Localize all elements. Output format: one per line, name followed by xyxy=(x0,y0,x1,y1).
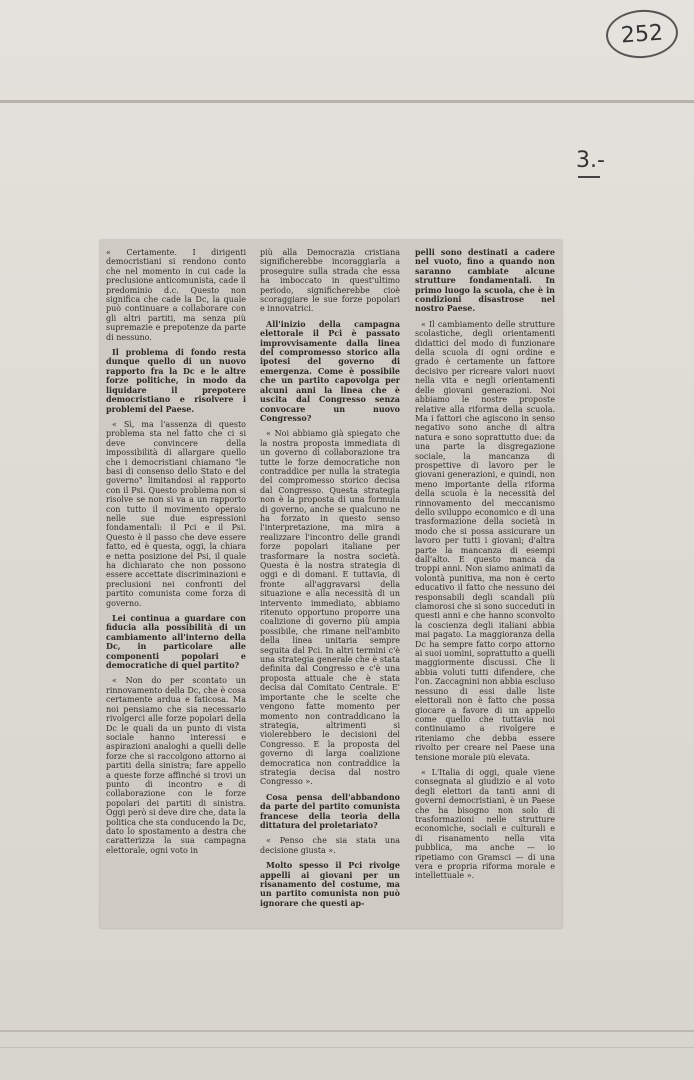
question-paragraph: Cosa pensa dell'abbandono da parte del partito comunista francese della teoria della dittatura del proletariato? xyxy=(260,791,400,830)
article-column-2 xyxy=(260,248,400,914)
question-paragraph: Molto spesso il Pci rivolge appelli ai giovani per un risanamento del costume, ma un partito comunista non può ignorare che questi ap- xyxy=(260,860,400,908)
question-paragraph: Il problema di fondo resta dunque quello di un nuovo rapporto fra la Dc e le altre forze politiche, in modo da liquidare il prepotere democristiano e risolvere i problemi del Paese. xyxy=(106,347,246,414)
answer-paragraph: « Sì, ma l'assenza di questo problema sta nel fatto che ci si deve convincere della impossibilità di allargare quello che i democristiani chiamano "le basi di consenso dello Stato e del governo" limitandosi al rapporto con il Psi. Questo problema non si risolve se non si va a un rapporto con tutto il movimento operaio nelle sue due espressioni fondamentali: il Pci e il Psi. Questo è il passo che deve essere fatto, ed è questa, oggi, la chiara e netta posizione del Psi, il quale ha dichiarato che non possono essere accettate discriminazioni e preclusioni nei confronti del partito comunista come forza di governo. xyxy=(106,419,246,608)
answer-paragraph: « Noi abbiamo già spiegato che la nostra proposta immediata di un governo di collaborazione tra tutte le forze democratiche non contraddice per nulla la strategia del compromesso storico decisa dal Congresso. Questa strategia non è la proposta di una formula di governo, anche se qualcuno ne ha forzato in questo senso l'interpretazione, ma mira a realizzare l'incontro delle grandi forze popolari italiane per trasformare la nostra società. Questa è la nostra strategia di oggi e di domani. E tuttavia, di fronte all'aggravarsi della situazione e alla necessità di un intervento immediato, abbiamo ritenuto opportuno proporre una coalizione di governo più ampia possibile, che rimane nell'ambito della linea unitaria sempre seguita dal Pci. In altri termini c'è una strategia generale che è stata definita dal Congresso e c'è una proposta attuale che è stata decisa dal Comitato Centrale. E' importante che le scelte che vengono fatte momento per momento non contraddicano la strategia, altrimenti si violerebbero le decisioni del Congresso. E la proposta del governo di larga coalizione democratica non contraddice la strategia decisa dal nostro Congresso ». xyxy=(260,429,400,787)
page-mark: 3.- xyxy=(576,148,605,173)
question-paragraph: All'inizio della campagna elettorale il Pci è passato improvvisamente dalla linea del compromesso storico alla ipotesi del governo di emergenza. Come è possibile che un partito capovolga per alcuni anni la linea che è uscita dal Congresso senza convocare un nuovo Congresso? xyxy=(260,318,400,423)
question-paragraph: pelli sono destinati a cadere nel vuoto, fino a quando non saranno cambiate alcune strutture fondamentali. In primo luogo la scuola, che è in condizioni disastrose nel nostro Paese. xyxy=(415,247,555,314)
fold-line-bottom xyxy=(0,1030,694,1032)
folio-number: 252 xyxy=(604,8,679,61)
question-paragraph: Lei continua a guardare con fiducia alla possibilità di un cambiamento all'interno della Dc, in particolare alle componenti popolari e democratiche di quel partito? xyxy=(106,613,246,671)
answer-paragraph: « Il cambiamento delle strutture scolastiche, degli orientamenti didattici del modo di funzionare della scuola di ogni ordine e grado è certamente un fattore decisivo per ricreare valori nuovi nella vita e negli orientamenti delle giovani generazioni. Noi abbiamo le nostre proposte relative alla riforma della scuola. Ma i fattori che agiscono in senso negativo sono anche di altra natura e sono soprattutto due: da una parte la disgregazione sociale, la mancanza di prospettive di lavoro per le giovani generazioni, e quindi, non meno importante della riforma della scuola è la necessità del rinnovamento del meccanismo dello sviluppo economico e di una trasformazione della società in modo che si possa assicurare un lavoro per tutti i giovani; d'altra parte la mancanza di esempi dall'alto. E questo manca da troppi anni. Non siamo animati da volontà punitiva, ma non è certo educativo il fatto che nessuno dei responsabili degli scandali più clamorosi che si sono succeduti in questi anni e che hanno sconvolto la coscienza degli italiani abbia mai pagato. La maggioranza della Dc ha sempre fatto corpo attorno ai suoi uomini, soprattutto a quelli maggiormente discussi. Che li abbia voluti tutti difendere, che l'on. Zaccagnini non abbia escluso nessuno di essi dalle liste elettorali non è fatto che possa giocare a favore di un appello come quello che tuttavia noi continuiamo a rivolgere e riteniamo che debba essere rivolto per creare nel Paese una tensione morale più elevata. xyxy=(415,319,555,762)
answer-paragraph: « Non do per scontato un rinnovamento della Dc, che è cosa certamente ardua e faticosa. Ma noi pensiamo che sia necessario rivolgerci alle forze popolari della Dc le quali da un punto di vista sociale hanno interessi e aspirazioni analoghi a quelli delle forze che si raccolgono attorno ai partiti della sinistra; fare appello a queste forze affinché si trovi un punto di incontro e di collaborazione con le forze popolari dei partiti di sinistra. Oggi però si deve dire che, data la politica che sta conducendo la Dc, dato lo spostamento a destra che caratterizza la sua campagna elettorale, ogni voto in xyxy=(106,676,246,855)
newspaper-clipping xyxy=(100,240,562,928)
answer-paragraph: più alla Democrazia cristiana significherebbe incoraggiarla a proseguire sulla strada che essa ha imboccato in quest'ultimo periodo, significherebbe cioè scoraggiare le sue forze popolari e innovatrici. xyxy=(260,248,400,314)
fold-line-top xyxy=(0,100,694,103)
answer-paragraph: « L'Italia di oggi, quale viene consegnata al giudizio e al voto degli elettori da tanti anni di governi democristiani, è un Paese che ha bisogno non solo di trasformazioni nelle strutture economiche, sociali e culturali e di risanamento nella vita pubblica, ma anche — io ripetiamo con Gramsci — di una vera e propria riforma morale e intellettuale ». xyxy=(415,767,555,881)
fold-line-bottom-secondary xyxy=(0,1047,694,1048)
answer-paragraph: « Penso che sia stata una decisione giusta ». xyxy=(260,836,400,855)
page-mark-underline xyxy=(578,176,600,178)
article-column-3 xyxy=(415,248,555,887)
answer-paragraph: « Certamente. I dirigenti democristiani si rendono conto che nel momento in cui cade la preclusione anticomunista, cade il predominio d.c. Questo non significa che cade la Dc, la quale può continuare a collaborare con gli altri partiti, ma senza più supremazie e prepotenze da parte di nessuno. xyxy=(106,248,246,342)
article-column-1 xyxy=(106,248,246,861)
